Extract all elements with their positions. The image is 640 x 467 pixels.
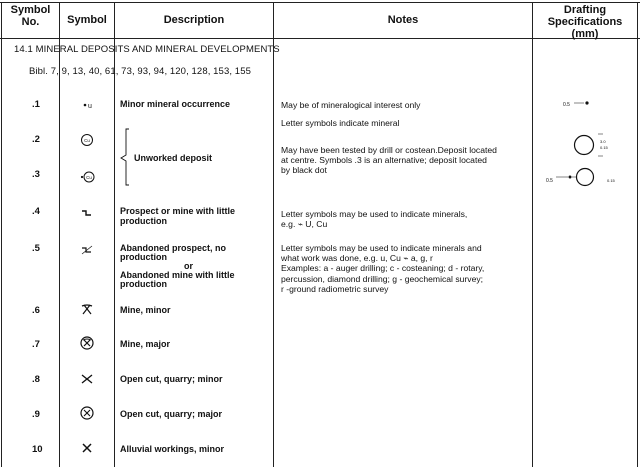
symbol-number: .6 [32,305,40,316]
symbol-letter: Cu [84,138,90,143]
row-description: Open cut, quarry; major [120,409,223,419]
row-description: Alluvial workings, minor [120,444,225,454]
header-symbol-no: Symbol No. [10,4,51,28]
row-note: e.g. ⌁ U, Cu [281,219,328,229]
symbol-number: .2 [32,134,40,145]
prospect-symbol [66,206,110,220]
row-note: Letter symbols may be used to indicate minerals, [281,209,468,219]
row-description: Mine, minor [120,305,171,315]
spec-dot-circle-diagram [556,167,606,187]
spec-size-label: 3.0 [600,139,606,144]
open-cut-minor-icon [66,372,110,386]
spec-size-label: 0.15 [600,145,608,150]
unworked-deposit-dot-symbol [66,169,110,183]
symbol-letter: u [88,103,92,110]
row-note: Letter symbols may be used to indicate minerals and [281,243,482,253]
row-description: production [120,279,167,289]
row-note: Examples: a - auger drilling; c - costeaning; d - rotary, [281,263,485,273]
row-note: Letter symbols indicate mineral [281,118,400,128]
table-border-left [1,2,2,467]
spec-size-label: 0.5 [546,178,553,184]
row-description: production [120,252,167,262]
row-description: production [120,216,167,226]
open-cut-major-icon [66,405,110,419]
row-description: Abandoned mine with little [120,270,235,280]
symbol-number: .3 [32,169,40,180]
symbol-number: .1 [32,99,40,110]
row-description: Mine, major [120,339,171,349]
abandoned-prospect-symbol [66,243,110,257]
symbol-number: .9 [32,409,40,420]
row-note: what work was done, e.g. u, Cu ⌁ a, g, r [281,253,433,263]
column-divider [273,2,274,467]
row-description: Prospect or mine with little [120,206,236,216]
row-description: Abandoned prospect, no [120,243,227,253]
header-notes: Notes [387,14,419,26]
spec-size-label: 0.15 [607,178,615,183]
header-drafting-specifications: Drafting Specifications (mm) [547,4,623,40]
header-description: Description [163,14,225,26]
grouping-brace [118,128,132,186]
bibliography-references: Bibl. 7, 9, 13, 40, 61, 73, 93, 94, 120, 128, 153, 155 [29,66,251,77]
row-note: May have been tested by drill or costean.Deposit located [281,145,497,155]
section-title: 14.1 MINERAL DEPOSITS AND MINERAL DEVELOPMENTS [14,44,280,55]
row-note: percussion, diamond drilling; g - geochemical survey; [281,274,484,284]
symbol-number: .7 [32,339,40,350]
row-description: or [184,261,193,271]
column-divider [532,2,533,467]
symbol-number: .4 [32,206,40,217]
spec-dot-diagram [574,98,594,108]
table-border-right [637,2,638,467]
row-description: Unworked deposit [134,153,213,163]
row-note: May be of mineralogical interest only [281,100,421,110]
mine-minor-icon [66,303,110,317]
table-border-top [0,2,640,3]
symbol-letter: Cu [86,175,92,180]
symbol-number: .8 [32,374,40,385]
row-description: Minor mineral occurrence [120,99,231,109]
row-description: Open cut, quarry; minor [120,374,223,384]
row-note: r -ground radiometric survey [281,284,389,294]
header-symbol: Symbol [67,14,107,26]
row-note: at centre. Symbols .3 is an alternative; deposit located [281,155,487,165]
row-note: by black dot [281,165,327,175]
symbol-number: 10 [32,444,43,455]
spec-size-label: 0.5 [563,102,570,108]
alluvial-workings-icon [66,441,110,455]
minor-occurrence-symbol [66,98,110,112]
unworked-deposit-symbol [66,132,110,146]
symbol-number: .5 [32,243,40,254]
mine-major-icon [66,335,110,349]
